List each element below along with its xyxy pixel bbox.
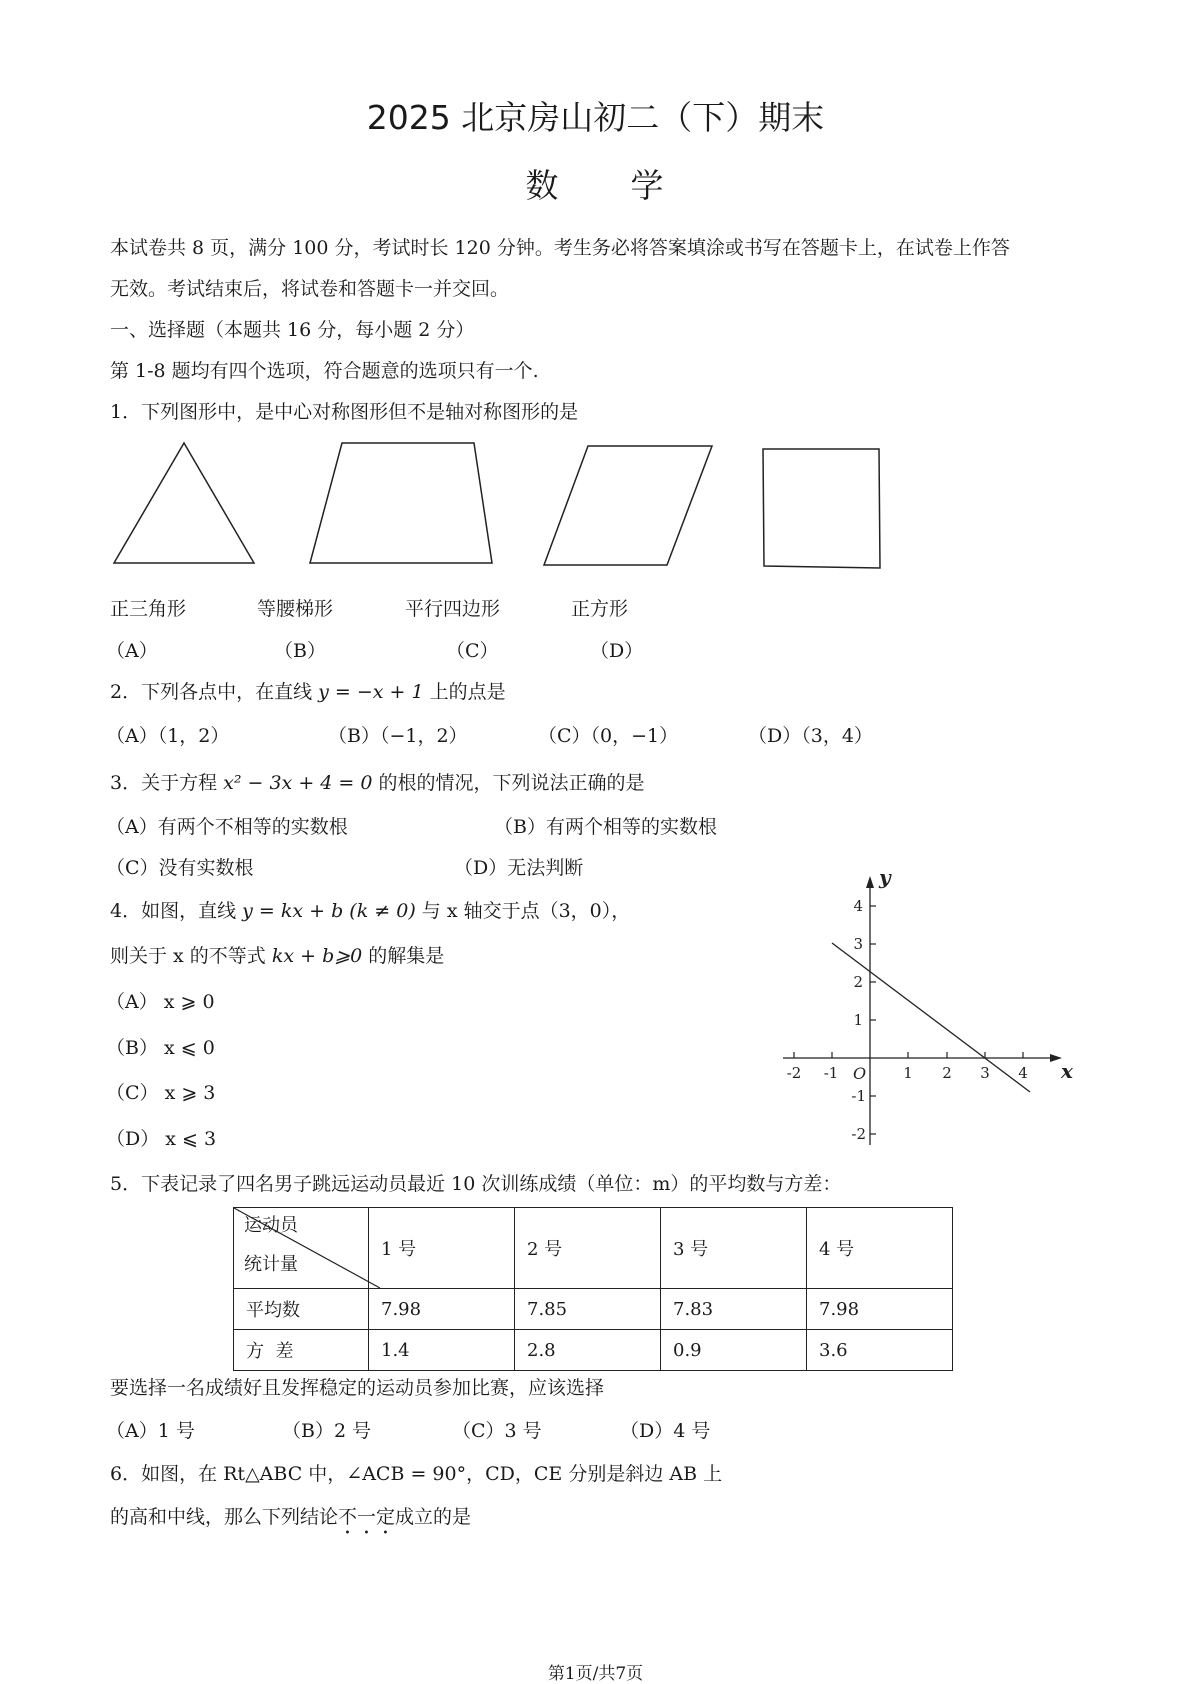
- q1-option-b[interactable]: （B）: [274, 640, 326, 662]
- q1-option-a[interactable]: （A）: [106, 640, 158, 662]
- table-row: [234, 1289, 953, 1330]
- q5-stem: 5．下表记录了四名男子跳远运动员最近 10 次训练成绩（单位：m）的平均数与方差：: [110, 1173, 842, 1195]
- q4-option-a[interactable]: （A） x ⩾ 0: [106, 991, 215, 1013]
- table-header-3: 3 号: [661, 1208, 807, 1289]
- table-header-2: 2 号: [515, 1208, 661, 1289]
- q6-line2-pre: 的高和中线，那么下列结论: [110, 1506, 339, 1528]
- row-label-variance: 方 差: [234, 1330, 369, 1371]
- section-note: 第 1-8 题均有四个选项，符合题意的选项只有一个.: [110, 360, 539, 382]
- q2-stem-post: 上的点是: [423, 681, 506, 703]
- q1-option-c[interactable]: （C）: [446, 640, 499, 662]
- row-label-mean: 平均数: [234, 1289, 369, 1330]
- origin-label: O: [853, 1064, 867, 1083]
- x-tick-2: 2: [942, 1064, 952, 1082]
- q2-option-a[interactable]: （A）（1，2）: [106, 725, 230, 747]
- y-tick-1: 1: [853, 1011, 863, 1029]
- q5-option-d[interactable]: （D）4 号: [620, 1420, 711, 1442]
- y-axis-arrow: [866, 876, 874, 888]
- table-cell: 7.85: [515, 1289, 661, 1330]
- table-corner-bottom: 统计量: [244, 1254, 298, 1275]
- shape-name-square: 正方形: [571, 598, 629, 620]
- q6-line-1: 6．如图，在 Rt△ABC 中，∠ACB = 90°，CD，CE 分别是斜边 AB 上: [110, 1463, 723, 1485]
- section-heading: 一、选择题（本题共 16 分，每小题 2 分）: [110, 319, 475, 341]
- q3-option-a[interactable]: （A）有两个不相等的实数根: [106, 816, 348, 838]
- x-tick-4: 4: [1018, 1064, 1028, 1082]
- intro-line-1: 本试卷共 8 页，满分 100 分，考试时长 120 分钟。考生务必将答案填涂或书写在答题卡上，在试卷上作答: [110, 237, 1010, 259]
- q4-line2-post: 的解集是: [362, 945, 445, 967]
- q4-line1-post: 与 x 轴交于点（3，0），: [415, 900, 631, 922]
- q2-option-c[interactable]: （C）（0，−1）: [538, 725, 679, 747]
- q4-line2-pre: 则关于 x 的不等式: [110, 945, 272, 967]
- q2-option-b[interactable]: （B）（−1，2）: [328, 725, 468, 747]
- shape-name-triangle: 正三角形: [110, 598, 187, 620]
- table-row: [234, 1330, 953, 1371]
- q6-line-2: [110, 1502, 471, 1539]
- y-tick-neg1: -1: [851, 1087, 866, 1105]
- table-cell: 7.98: [807, 1289, 953, 1330]
- q5-follow: 要选择一名成绩好且发挥稳定的运动员参加比赛，应该选择: [110, 1377, 605, 1399]
- table-cell: 2.8: [515, 1330, 661, 1371]
- q3-stem-math: x² − 3x + 4 = 0: [223, 772, 373, 794]
- y-tick-4: 4: [853, 897, 863, 915]
- x-tick-1: 1: [903, 1064, 913, 1082]
- q4-option-d[interactable]: （D） x ⩽ 3: [106, 1128, 217, 1150]
- q5-option-b[interactable]: （B）2 号: [282, 1420, 372, 1442]
- q5-option-c[interactable]: （C）3 号: [452, 1420, 542, 1442]
- intro-line-2: 无效。考试结束后，将试卷和答题卡一并交回。: [110, 278, 510, 300]
- table-cell: 3.6: [807, 1330, 953, 1371]
- table-header-4: 4 号: [807, 1208, 953, 1289]
- y-tick-neg2: -2: [851, 1125, 866, 1143]
- q3-option-c[interactable]: （C）没有实数根: [106, 857, 254, 879]
- q5-score-table: [233, 1207, 953, 1371]
- q2-stem-pre: 2．下列各点中，在直线: [110, 681, 319, 703]
- q4-line1-pre: 4．如图，直线: [110, 900, 243, 922]
- q4-option-c[interactable]: （C） x ⩾ 3: [106, 1082, 216, 1104]
- x-tick-neg2: -2: [786, 1064, 802, 1082]
- q5-option-a[interactable]: （A）1 号: [106, 1420, 195, 1442]
- q3-option-d[interactable]: （D）无法判断: [454, 857, 584, 879]
- table-cell: 1.4: [369, 1330, 515, 1371]
- table-corner-top: 运动员: [244, 1215, 298, 1236]
- x-tick-neg1: -1: [823, 1064, 839, 1082]
- q3-stem-post: 的根的情况，下列说法正确的是: [372, 772, 645, 794]
- y-tick-2: 2: [853, 973, 863, 991]
- exam-title: 2025 北京房山初二（下）期末: [366, 98, 825, 137]
- q4-line2-math: kx + b⩾0: [271, 945, 363, 967]
- table-corner-cell: [234, 1208, 369, 1289]
- page-footer: 第1页/共7页: [547, 1664, 644, 1684]
- q4-option-b[interactable]: （B） x ⩽ 0: [106, 1037, 215, 1059]
- q1-stem: 1．下列图形中，是中心对称图形但不是轴对称图形的是: [110, 401, 579, 423]
- q3-option-b[interactable]: （B）有两个相等的实数根: [494, 816, 717, 838]
- table-cell: 7.83: [661, 1289, 807, 1330]
- y-axis-label: y: [879, 865, 891, 889]
- shape-name-parallelogram: 平行四边形: [405, 598, 501, 620]
- q2-stem-math: y = −x + 1: [318, 681, 424, 703]
- table-cell: 7.98: [369, 1289, 515, 1330]
- table-header-1: 1 号: [369, 1208, 515, 1289]
- y-tick-3: 3: [853, 935, 863, 953]
- x-tick-3: 3: [980, 1064, 990, 1082]
- table-cell: 0.9: [661, 1330, 807, 1371]
- q4-line1-math: y = kx + b (k ≠ 0): [242, 900, 416, 922]
- q3-stem-pre: 3．关于方程: [110, 772, 224, 794]
- q6-emphasis: 不一定: [338, 1506, 396, 1528]
- q1-option-d[interactable]: （D）: [590, 640, 644, 662]
- shape-name-trapezoid: 等腰梯形: [257, 598, 334, 620]
- q2-option-d[interactable]: （D）（3，4）: [748, 725, 873, 747]
- q6-line2-post: 成立的是: [395, 1506, 472, 1528]
- x-axis-label: x: [1061, 1059, 1073, 1083]
- subject-title: 数 学: [525, 166, 666, 205]
